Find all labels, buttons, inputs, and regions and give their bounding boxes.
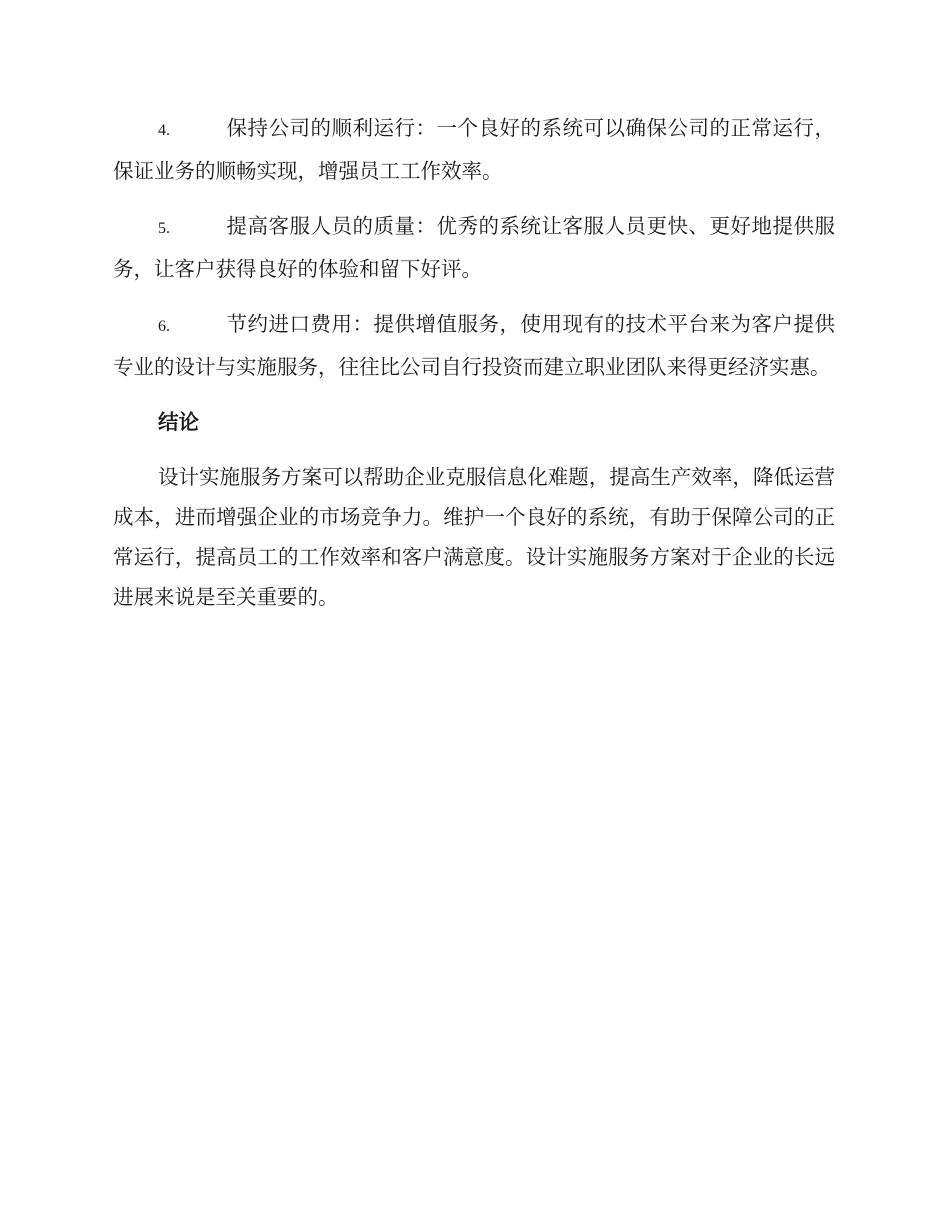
list-item-text: 节约进口费用：提供增值服务，使用现有的技术平台来为客户提供专业的设计与实施服务，往往比公司自行投资而建立职业团队来得更经济实惠。 <box>113 312 835 379</box>
document-page <box>113 108 835 617</box>
list-number: 6. <box>158 318 170 335</box>
list-item-text: 提高客服人员的质量：优秀的系统让客服人员更快、更好地提供服务，让客户获得良好的体验和留下好评。 <box>113 214 835 281</box>
list-item-4 <box>113 108 835 191</box>
list-item-text: 保持公司的顺利运行：一个良好的系统可以确保公司的正常运行，保证业务的顺畅实现，增强员工工作效率。 <box>113 116 835 183</box>
list-item-6 <box>113 304 835 387</box>
conclusion-heading: 结论 <box>158 410 199 434</box>
conclusion-paragraph: 设计实施服务方案可以帮助企业克服信息化难题，提高生产效率，降低运营成本，进而增强企业的市场竞争力。维护一个良好的系统，有助于保障公司的正常运行，提高员工的工作效率和客户满意度。设计实施服务方案对于企业的长远进展来说是至关重要的。 <box>113 465 835 609</box>
list-item-5 <box>113 206 835 289</box>
list-number: 4. <box>158 122 170 139</box>
list-number: 5. <box>158 220 170 237</box>
